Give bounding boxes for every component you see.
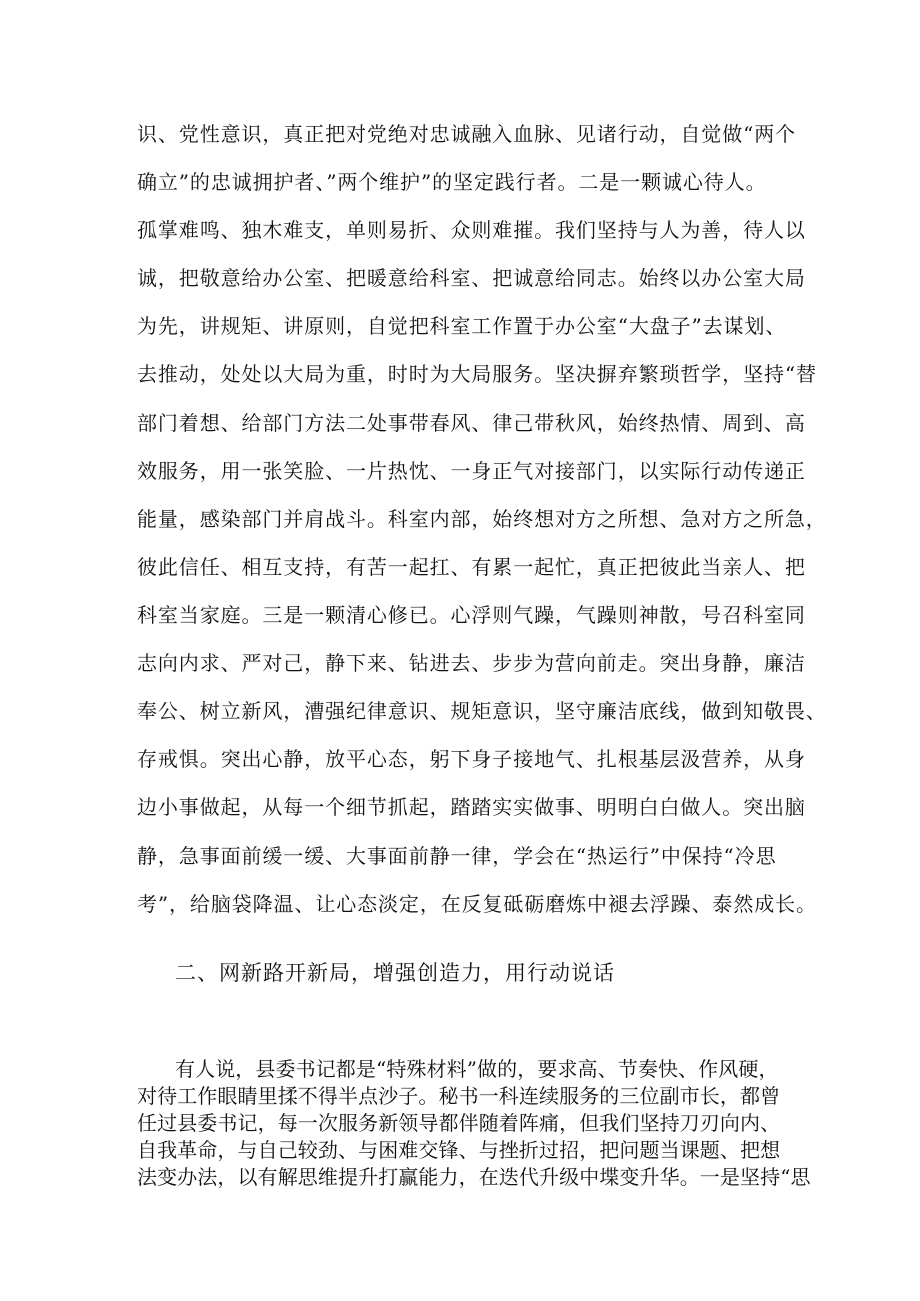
text-line: 能量，感染部门并肩战斗。科室内部，始终想对方之所想、急对方之所急，	[137, 507, 827, 531]
text-line: 奉公、树立新风，漕强纪律意识、规矩意识，坚守廉洁底线，做到知敬畏、	[137, 699, 827, 723]
text-line: 志向内求、严对己，静下来、钻进去、步步为营向前走。突出身静，廉洁	[137, 651, 806, 675]
text-line: 有人说，县委书记都是“特殊材料”做的，要求高、节奏快、作风硬，	[175, 1057, 779, 1081]
text-line: 自我革命，与自己较劲、与困难交锋、与挫折过招，把问题当课题、把想	[137, 1138, 781, 1162]
text-line: 确立”的忠诚拥护者、”两个维护”的坚定践行者。二是一颗诚心待人。	[137, 170, 767, 194]
text-line: 效服务，用一张笑脸、一片热忱、一身正气对接部门，以实际行动传递正	[137, 459, 806, 483]
section-heading: 二、网新路开新局，增强创造力，用行动说话	[175, 961, 615, 985]
text-line: 孤掌难鸣、独木难支，单则易折、众则难摧。我们坚持与人为善，待人以	[137, 218, 806, 242]
text-line: 去推动，处处以大局为重，时时为大局服务。坚决摒弃繁琐哲学，坚持“替	[137, 362, 817, 386]
text-line: 法变办法，以有解思维提升打赢能力，在迭代升级中堞变升华。一是坚持“思	[137, 1165, 811, 1189]
text-line: 存戒惧。突出心静，放平心态，躬下身子接地气、扎根基层汲营养，从身	[137, 747, 806, 771]
text-line: 科室当家庭。三是一颗清心修已。心浮则气躁，气躁则神散，号召科室同	[137, 603, 806, 627]
text-line: 为先，讲规矩、讲原则，自觉把科室工作置于办公室“大盘子”去谋划、	[137, 314, 787, 338]
text-line: 任过县委书记，每一次服务新领导都伴随着阵痛，但我们坚持刀刃向内、	[137, 1111, 781, 1135]
text-line: 考”，给脑袋降温、让心态淡定，在反复砥砺磨炼中褪去浮躁、泰然成长。	[137, 892, 817, 916]
text-line: 诚，把敬意给办公室、把暖意给科室、把诚意给同志。始终以办公室大局	[137, 266, 806, 290]
text-line: 对待工作眼睛里揉不得半点沙子。秘书一科连续服务的三位副市长，都曾	[137, 1084, 781, 1108]
text-line: 部门着想、给部门方法二处事带春风、律己带秋风，始终热情、周到、高	[137, 411, 806, 435]
text-line: 边小事做起，从每一个细节抓起，踏踏实实做事、明明白白做人。突出脑	[137, 795, 806, 819]
text-line: 识、党性意识，真正把对党绝对忠诚融入血脉、见诸行动，自觉做“两个	[137, 122, 797, 146]
text-line: 彼此信任、相互支持，有苦一起扛、有累一起忙，真正把彼此当亲人、把	[137, 555, 806, 579]
text-line: 静，急事面前缓一缓、大事面前静一律，学会在“热运行”中保持“冷思	[137, 844, 777, 868]
